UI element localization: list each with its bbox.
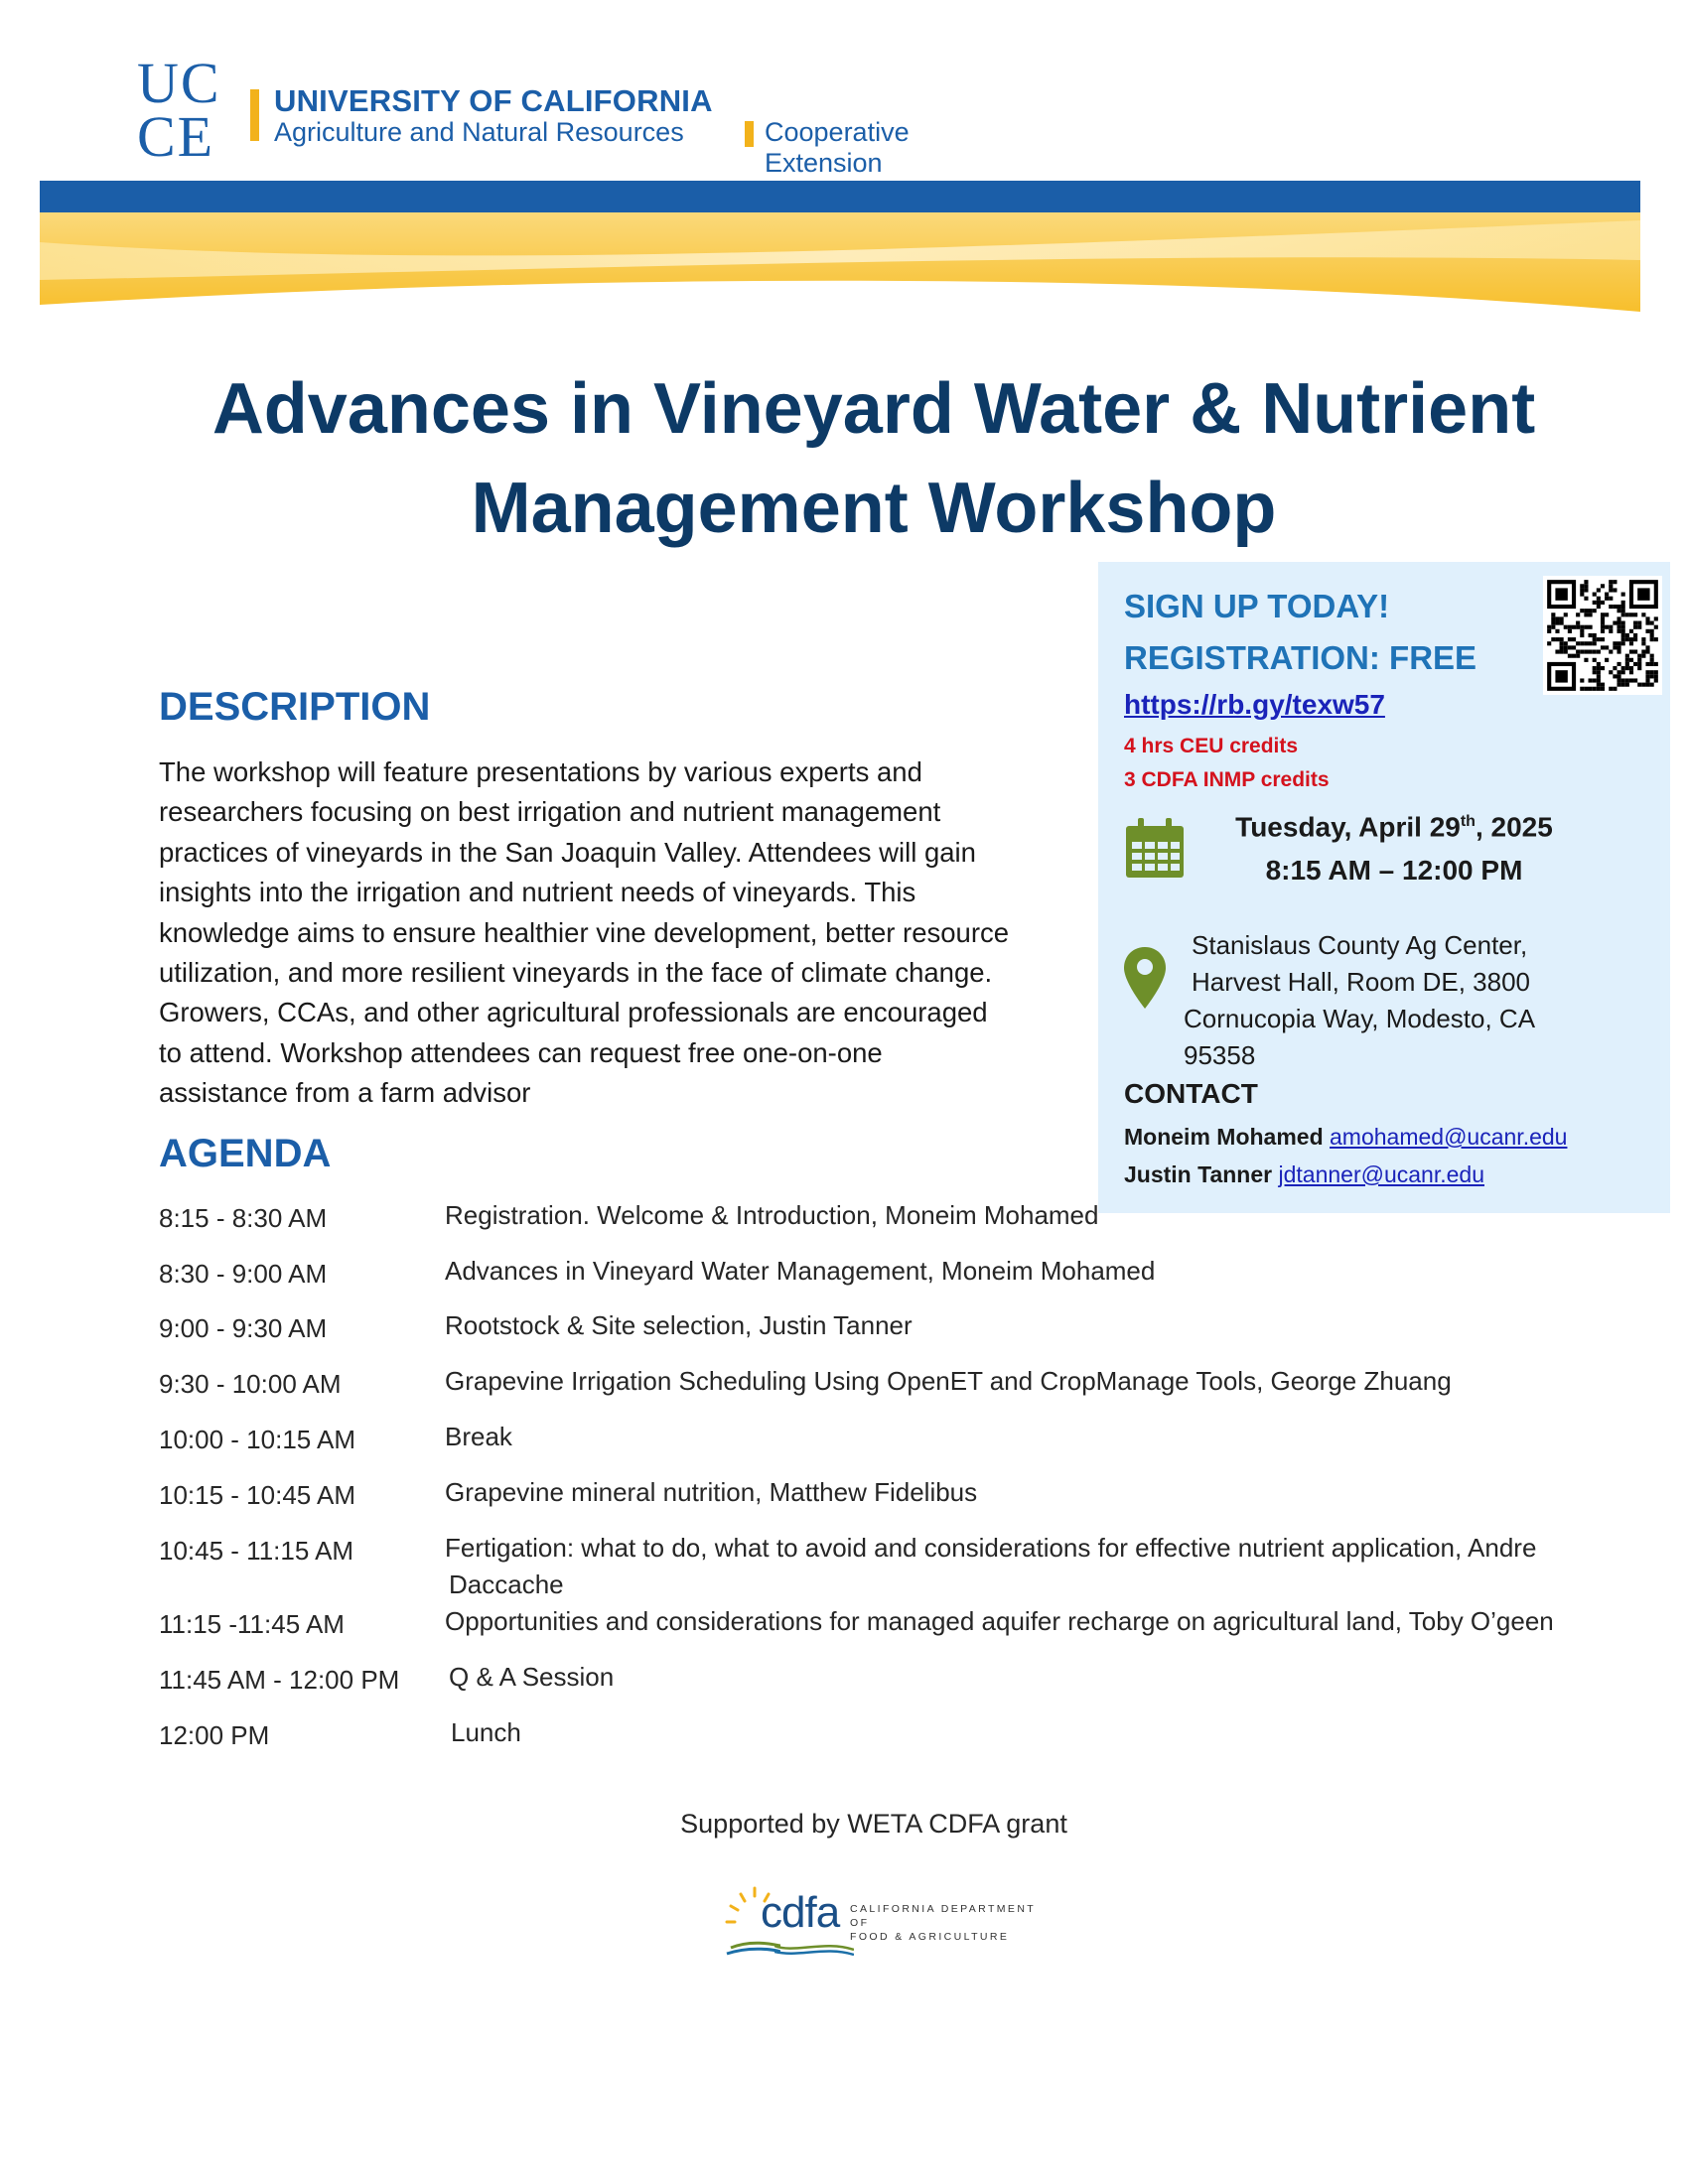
agenda-item: Q & A Session xyxy=(449,1662,615,1692)
agenda-time: 10:15 - 10:45 AM xyxy=(159,1480,356,1510)
event-date: Tuesday, April 29th, 2025 xyxy=(1235,811,1553,843)
signup-panel xyxy=(1098,562,1670,1213)
contact-name: Justin Tanner xyxy=(1124,1161,1273,1187)
description-line: utilization, and more resilient vineyards in the face of climate change. xyxy=(159,957,993,989)
contact-name: Moneim Mohamed xyxy=(1124,1124,1324,1150)
cdfa-department xyxy=(850,1902,1058,1944)
ucce-mark xyxy=(137,51,221,169)
agenda-item: Break xyxy=(445,1422,512,1451)
logo-divider xyxy=(250,89,259,141)
header-banner xyxy=(40,181,1640,312)
division-name: Agriculture and Natural Resources xyxy=(274,117,684,147)
contact-row xyxy=(1124,1124,1567,1151)
address-line4: 95358 xyxy=(1184,1040,1256,1070)
title-line2: Management Workshop xyxy=(471,469,1277,548)
signup-heading: SIGN UP TODAY! xyxy=(1124,588,1390,624)
address-line2: Harvest Hall, Room DE, 3800 xyxy=(1192,967,1531,997)
event-datetime xyxy=(1197,800,1591,892)
calendar-icon xyxy=(1124,818,1186,880)
extension-divider xyxy=(745,121,754,147)
address-line1: Stanislaus County Ag Center, xyxy=(1192,930,1528,960)
cdfa-department-line2: FOOD & AGRICULTURE xyxy=(850,1931,1010,1943)
agenda-heading: AGENDA xyxy=(159,1132,332,1175)
qr-code-icon[interactable] xyxy=(1543,576,1662,695)
agenda-item: Registration. Welcome & Introduction, Moneim Mohamed xyxy=(445,1200,1099,1230)
cdfa-department-line1: CALIFORNIA DEPARTMENT OF xyxy=(850,1903,1036,1929)
inmp-credits: 3 CDFA INMP credits xyxy=(1124,768,1330,791)
description-line: knowledge aims to ensure healthier vine development, better resource xyxy=(159,916,1010,948)
ucce-line2: CE xyxy=(137,104,215,169)
cdfa-wordmark: cdfa xyxy=(761,1888,840,1937)
agenda-time: 8:30 - 9:00 AM xyxy=(159,1259,328,1289)
university-name: UNIVERSITY OF CALIFORNIA xyxy=(274,83,713,118)
description-line: insights into the irrigation and nutrient needs of vineyards. This xyxy=(159,877,916,908)
agenda-item xyxy=(445,1530,1636,1603)
agenda-time: 10:45 - 11:15 AM xyxy=(159,1536,354,1566)
page-title xyxy=(0,359,1688,558)
ceu-credits: 4 hrs CEU credits xyxy=(1124,735,1299,757)
agenda-time: 11:15 -11:45 AM xyxy=(159,1609,345,1639)
title-line1: Advances in Vineyard Water & Nutrient xyxy=(211,369,1536,449)
agenda-item-line: Fertigation: what to do, what to avoid and considerations for effective nutrient application, Andre xyxy=(445,1533,1537,1563)
event-time: 8:15 AM – 12:00 PM xyxy=(1265,855,1523,887)
agenda-time: 9:00 - 9:30 AM xyxy=(159,1313,328,1343)
agenda-item: Grapevine mineral nutrition, Matthew Fidelibus xyxy=(445,1477,978,1507)
description-text xyxy=(159,752,1072,1114)
agenda-item-line: Daccache xyxy=(449,1570,564,1599)
agenda-time: 11:45 AM - 12:00 PM xyxy=(159,1665,400,1695)
description-line: practices of vineyards in the San Joaquin Valley. Attendees will gain xyxy=(159,836,976,868)
contact-row xyxy=(1124,1161,1484,1188)
cdfa-logo xyxy=(721,1882,1058,1962)
agenda-time: 10:00 - 10:15 AM xyxy=(159,1425,356,1454)
contact-email-link[interactable]: amohamed@ucanr.edu xyxy=(1330,1124,1568,1150)
contact-email-link[interactable]: jdtanner@ucanr.edu xyxy=(1278,1161,1484,1187)
description-line: assistance from a farm advisor xyxy=(159,1077,531,1109)
event-address xyxy=(1184,927,1640,1074)
support-note: Supported by WETA CDFA grant xyxy=(680,1809,1067,1839)
ucanr-logo xyxy=(137,51,1031,178)
agenda-item: Grapevine Irrigation Scheduling Using OpenET and CropManage Tools, George Zhuang xyxy=(445,1366,1452,1396)
description-heading: DESCRIPTION xyxy=(159,685,431,729)
registration-heading: REGISTRATION: FREE xyxy=(1124,639,1477,676)
agenda-item: Advances in Vineyard Water Management, Moneim Mohamed xyxy=(445,1256,1156,1286)
cooperative-extension: Cooperative Extension xyxy=(765,117,910,178)
description-line: to attend. Workshop attendees can request free one-on-one xyxy=(159,1036,883,1068)
agenda-item: Rootstock & Site selection, Justin Tanner xyxy=(445,1310,913,1340)
contact-heading: CONTACT xyxy=(1124,1078,1258,1109)
agenda-item: Opportunities and considerations for managed aquifer recharge on agricultural land, Toby O’geen xyxy=(445,1606,1554,1636)
ucce-line1: UC xyxy=(137,51,221,115)
agenda-time: 8:15 - 8:30 AM xyxy=(159,1203,328,1233)
map-pin-icon xyxy=(1124,947,1166,1009)
description-line: researchers focusing on best irrigation and nutrient management xyxy=(159,796,941,828)
agenda-time: 12:00 PM xyxy=(159,1720,270,1750)
description-line: Growers, CCAs, and other agricultural professionals are encouraged xyxy=(159,997,988,1028)
agenda-time: 9:30 - 10:00 AM xyxy=(159,1369,342,1399)
address-line3: Cornucopia Way, Modesto, CA xyxy=(1184,1004,1536,1033)
description-line: The workshop will feature presentations by various experts and xyxy=(159,756,922,787)
registration-link[interactable]: https://rb.gy/texw57 xyxy=(1124,689,1385,720)
wave-icon xyxy=(774,1942,854,1956)
agenda-item: Lunch xyxy=(451,1717,521,1747)
